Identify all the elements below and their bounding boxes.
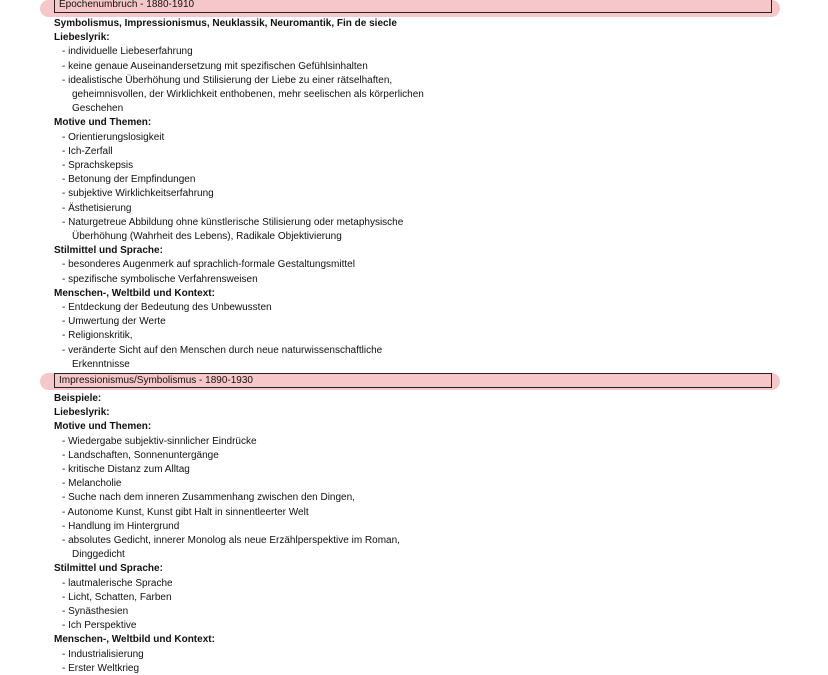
list-item-continuation: geheimnisvollen, der Wirklichkeit enthobenen, mehr seelischen als körperlichen [72, 89, 424, 100]
list-item: - Industrialisierung [62, 649, 144, 660]
list-item: - Autonome Kunst, Kunst gibt Halt in sinnentleerter Welt [62, 507, 309, 518]
list-item: - Handlung im Hintergrund [62, 521, 180, 532]
list-item-continuation: Überhöhung (Wahrheit des Lebens), Radikale Objektivierung [72, 231, 342, 242]
list-item: - Melancholie [62, 478, 122, 489]
list-item-continuation: Erkenntnisse [72, 359, 130, 370]
epoch-header [40, 0, 780, 17]
section-heading: Liebeslyrik: [54, 32, 110, 43]
list-item: - Sprachskepsis [62, 160, 134, 171]
section-heading: Stilmittel und Sprache: [54, 563, 163, 574]
section-heading: Beispiele: [54, 393, 102, 404]
section-heading: Liebeslyrik: [54, 407, 110, 418]
section-heading: Menschen-, Weltbild und Kontext: [54, 634, 215, 645]
list-item: - Wiedergabe subjektiv-sinnlicher Eindrücke [62, 436, 257, 447]
epoch-title: Impressionismus/Symbolismus - 1890-1930 [54, 373, 772, 388]
list-item: - Umwertung der Werte [62, 316, 166, 327]
list-item: - absolutes Gedicht, innerer Monolog als neue Erzählperspektive im Roman, [62, 535, 400, 546]
list-item: - individuelle Liebeserfahrung [62, 46, 193, 57]
list-item: - Ich Perspektive [62, 620, 137, 631]
list-item-continuation: Dinggedicht [72, 549, 125, 560]
list-item: - Orientierungslosigkeit [62, 132, 165, 143]
list-item: - Religionskritik, [62, 330, 133, 341]
list-item: - Licht, Schatten, Farben [62, 592, 172, 603]
list-item: - Ich-Zerfall [62, 146, 113, 157]
section-heading: Stilmittel und Sprache: [54, 245, 163, 256]
list-item: - lautmalerische Sprache [62, 578, 173, 589]
list-item: - veränderte Sicht auf den Menschen durch neue naturwissenschaftliche [62, 345, 383, 356]
list-item: - spezifische symbolische Verfahrensweisen [62, 274, 258, 285]
list-item: - idealistische Überhöhung und Stilisierung der Liebe zu einer rätselhaften, [62, 75, 393, 86]
list-item: - besonderes Augenmerk auf sprachlich-formale Gestaltungsmittel [62, 259, 355, 270]
list-item: - Synästhesien [62, 606, 129, 617]
list-item: - Entdeckung der Bedeutung des Unbewussten [62, 302, 272, 313]
list-item: - Suche nach dem inneren Zusammenhang zwischen den Dingen, [62, 492, 355, 503]
list-item: - Ästhetisierung [62, 203, 132, 214]
list-item: - kritische Distanz zum Alltag [62, 464, 190, 475]
list-item: - Erster Weltkrieg [62, 663, 140, 674]
section-heading: Motive und Themen: [54, 117, 152, 128]
epoch-header [40, 373, 780, 390]
list-item: - Landschaften, Sonnenuntergänge [62, 450, 219, 461]
epoch-title: Epochenumbruch - 1880-1910 [54, 0, 772, 13]
list-item: - keine genaue Auseinandersetzung mit spezifischen Gefühlsinhalten [62, 61, 368, 72]
section-heading: Menschen-, Weltbild und Kontext: [54, 288, 215, 299]
list-item: - subjektive Wirklichkeitserfahrung [62, 188, 214, 199]
list-item: - Betonung der Empfindungen [62, 174, 196, 185]
list-item: - Naturgetreue Abbildung ohne künstlerische Stilisierung oder metaphysische [62, 217, 404, 228]
section-heading: Motive und Themen: [54, 421, 152, 432]
list-item-continuation: Geschehen [72, 103, 124, 114]
epoch-subtitle: Symbolismus, Impressionismus, Neuklassik, Neuromantik, Fin de siecle [54, 18, 397, 29]
